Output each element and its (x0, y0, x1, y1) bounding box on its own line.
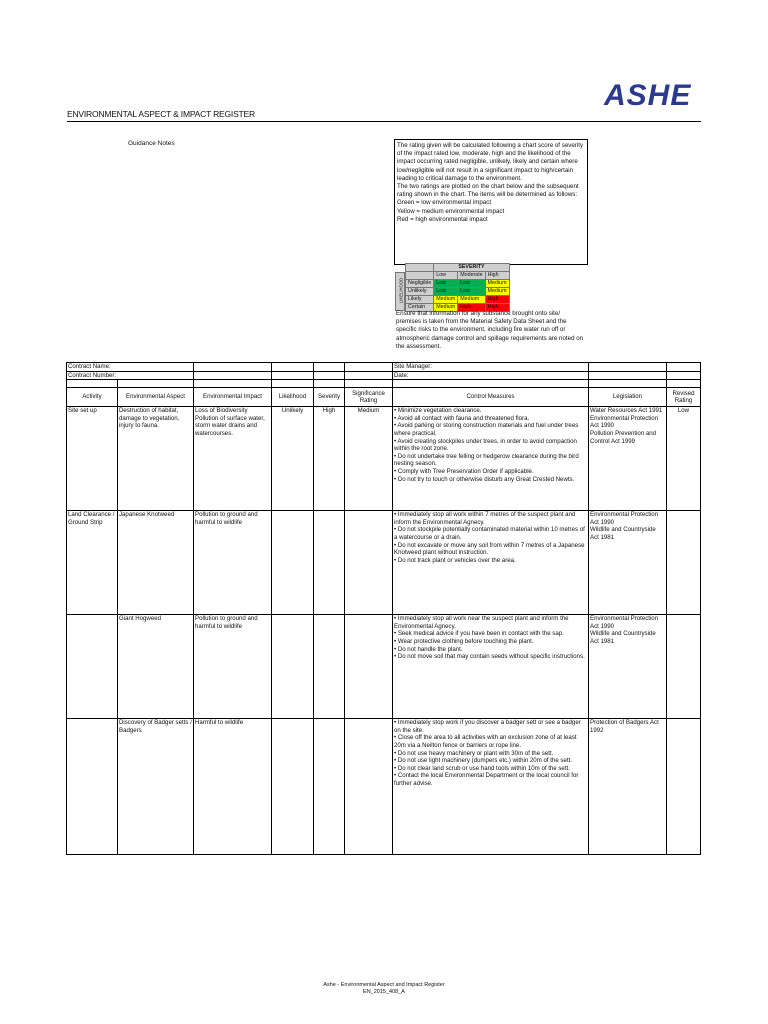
legislation-cell: Protection of Badgers Act 1992 (589, 719, 667, 855)
blank-cell (272, 363, 314, 372)
control-item: • Do not stockpile potentially contaminated material within 10 metres of a watercourse or a drain. (394, 526, 585, 541)
control-item: • Avoid all contact with fauna and threatened flora. (394, 414, 530, 422)
likelihood-axis (395, 272, 405, 311)
control-item: • Avoid parking or storing construction materials and fuel under trees where practical. (394, 422, 579, 437)
spacer-cell (67, 380, 118, 388)
matrix-cell: High (485, 304, 509, 312)
likelihood-label: LIKELIHOOD (398, 277, 404, 304)
revised-rating-cell (667, 615, 701, 719)
significance-cell (345, 511, 393, 615)
contract-name-value[interactable] (194, 363, 272, 372)
guidance-line: The rating given will be calculated following a chart score of severity of the impact rated low, moderate, high and the likelihood of the impact occurring rated negligible, unlikely, likely and certain where low/negligible will not result in a significant impact to high/certain leading to critical damage to the environment. (397, 142, 585, 182)
control-item: • Immediately stop work if you discover a badger sett or see a badger on the site. (394, 719, 581, 734)
blank-cell (589, 371, 667, 380)
spacer-cell (272, 380, 314, 388)
blank-cell (345, 371, 393, 380)
matrix-col-header: Low (434, 272, 458, 280)
likelihood-cell: Unlikely (272, 407, 314, 511)
risk-matrix-table (405, 263, 510, 312)
table-row (67, 511, 701, 615)
risk-matrix (395, 263, 529, 311)
matrix-corner (406, 264, 434, 272)
ashe-logo: ASHE (604, 79, 692, 112)
guidance-line-yellow: Yellow = medium environmental impact (397, 207, 505, 215)
guidance-line-red: Red = high environmental impact (397, 215, 488, 223)
matrix-row-header: Negligible (406, 280, 434, 288)
document-title: ENVIRONMENTAL ASPECT & IMPACT REGISTER (67, 109, 255, 119)
matrix-cell: High (485, 296, 509, 304)
matrix-cell: Medium (434, 296, 458, 304)
control-item: • Do not undertake tree felling or hedgerow clearance during the bird nesting season. (394, 452, 579, 468)
spacer-cell (118, 380, 194, 388)
blank-cell (272, 371, 314, 380)
site-manager-label: Site Manager: (393, 363, 589, 372)
matrix-cell: High (458, 304, 485, 312)
table-row (67, 719, 701, 855)
matrix-row-header: Certain (406, 304, 434, 312)
activity-cell (67, 615, 118, 719)
header-aspect: Environmental Aspect (118, 388, 194, 407)
significance-cell (345, 719, 393, 855)
legislation-cell: Environmental Protection Act 1990 Wildlife and Countryside Act 1981 (589, 511, 667, 615)
header-impact: Environmental Impact (194, 388, 272, 407)
matrix-cell: Low (458, 288, 485, 296)
control-measures-cell (393, 719, 589, 855)
control-item: • Contact the local Environmental Department or the local council for further advise. (394, 772, 579, 787)
matrix-cell: Low (434, 280, 458, 288)
footer-title: Ashe - Environmental Aspect and Impact Register (323, 982, 445, 988)
severity-label: SEVERITY (434, 264, 509, 272)
control-measures-cell (393, 511, 589, 615)
spacer-cell (345, 380, 393, 388)
matrix-col-header: High (485, 272, 509, 280)
control-item: • Do not track plant or vehicles over the area. (394, 556, 516, 564)
control-item: • Do not excavate or move any soil from within 7 metres of a Japanese Knotweed plant without instruction. (394, 541, 585, 557)
control-item: • Seek medical advice if you have been in contact with the sap. (394, 630, 564, 638)
control-item: • Comply with Tree Preservation Order if applicable. (394, 467, 534, 475)
guidance-line: The two ratings are plotted on the chart below and the subsequent rating shown in the chart. The items will be determined as follows: (397, 183, 581, 199)
likelihood-cell (272, 615, 314, 719)
impact-cell: Pollution to ground and harmful to wildlife (194, 615, 272, 719)
impact-cell: Harmful to wildlife (194, 719, 272, 855)
spacer-cell (194, 380, 272, 388)
header-legislation: Legislation (589, 388, 667, 407)
contract-number-value[interactable] (194, 371, 272, 380)
blank-cell (345, 363, 393, 372)
control-item: • Close off the area to all activities with an exclusion zone of at least 20m via a Neilton fence or barriers or rope line. (394, 734, 577, 749)
blank-cell (589, 363, 667, 372)
table-row (67, 615, 701, 719)
spacer-cell (667, 380, 701, 388)
matrix-cell: Low (458, 280, 485, 288)
matrix-cell: Low (434, 288, 458, 296)
table-row (67, 407, 701, 511)
revised-rating-cell (667, 511, 701, 615)
severity-cell (314, 615, 345, 719)
title-divider (67, 121, 701, 122)
activity-cell: Site set up (67, 407, 118, 511)
revised-rating-cell: Low (667, 407, 701, 511)
matrix-col-header: Moderate (458, 272, 485, 280)
guidance-notes-box (394, 139, 588, 265)
severity-cell (314, 719, 345, 855)
severity-cell: High (314, 407, 345, 511)
aspect-cell: Japanese Knotweed (118, 511, 194, 615)
matrix-cell: Medium (485, 280, 509, 288)
matrix-cell: Medium (485, 288, 509, 296)
control-item: • Do not use heavy machinery or plant with 30m of the sett. (394, 749, 554, 757)
spacer-cell (314, 380, 345, 388)
severity-cell (314, 511, 345, 615)
matrix-row-header: Unlikely (406, 288, 434, 296)
activity-cell (67, 719, 118, 855)
significance-cell: Medium (345, 407, 393, 511)
likelihood-cell (272, 511, 314, 615)
header-revised-rating: Revised Rating (667, 388, 701, 407)
aspect-cell: Destruction of habitat, damage to vegetation, injury to fauna. (118, 407, 194, 511)
control-measures-cell (393, 407, 589, 511)
legislation-cell: Water Resources Act 1991 Environmental Protection Act 1990 Pollution Prevention and Control Act 1999 (589, 407, 667, 511)
date-label: Date: (393, 371, 589, 380)
control-item: • Wear protective clothing before touching the plant. (394, 637, 534, 645)
register-table (66, 362, 701, 855)
header-significance: Significance Rating (345, 388, 393, 407)
revised-rating-cell (667, 719, 701, 855)
page-footer (0, 982, 768, 996)
control-item: • Avoid creating stockpiles under trees, in order to avoid compaction within the root zone. (394, 437, 577, 453)
header-control-measures: Control Measures (393, 388, 589, 407)
blank-cell (314, 363, 345, 372)
significance-cell (345, 615, 393, 719)
activity-cell: Land Clearance / Ground Strip (67, 511, 118, 615)
header-severity: Severity (314, 388, 345, 407)
control-item: • Do not handle the plant. (394, 645, 463, 653)
msds-note: Ensure that information for any substance brought onto site/ premises is taken from the Material Safety Data Sheet and the specific risks to the environment, including fire water run off or atmospheric damage control and spillage requirements are noted on the assessment. (396, 310, 584, 350)
guidance-line-green: Green = low environmental impact (397, 199, 492, 207)
aspect-cell: Giant Hogweed (118, 615, 194, 719)
control-measures-cell (393, 615, 589, 719)
contract-number-label: Contract Number: (67, 371, 194, 380)
control-item: • Immediately stop all work near the suspect plant and inform the Environmental Agnecy. (394, 615, 569, 630)
control-item: • Do not use light machinery (dumpers etc.) within 20m of the sett. (394, 757, 572, 765)
header-likelihood: Likelihood (272, 388, 314, 407)
control-item: • Do not try to touch or otherwise disturb any Great Crested Newts. (394, 475, 575, 483)
impact-cell: Loss of Biodiversity Pollution of surface water, storm water drains and watercourses. (194, 407, 272, 511)
likelihood-cell (272, 719, 314, 855)
footer-document-code: EN_2015_408_A (363, 989, 405, 995)
control-item: • Minimize vegetation clearance. (394, 407, 482, 415)
matrix-corner (406, 272, 434, 280)
matrix-row-header: Likely (406, 296, 434, 304)
spacer-cell (589, 380, 667, 388)
guidance-notes-label: Guidance Notes (128, 140, 175, 147)
matrix-cell: Medium (434, 304, 458, 312)
blank-cell (314, 371, 345, 380)
legislation-cell: Environmental Protection Act 1990 Wildlife and Countryside Act 1981 (589, 615, 667, 719)
blank-cell (667, 363, 701, 372)
blank-cell (667, 371, 701, 380)
control-item: • Do not clear land scrub or use hand tools within 10m of the sett. (394, 764, 570, 772)
control-item: • Immediately stop all work within 7 metres of the suspect plant and inform the Environmental Agnecy. (394, 511, 576, 526)
contract-name-label: Contract Name: (67, 363, 194, 372)
spacer-cell (393, 380, 589, 388)
control-item: • Do not move soil that may contain seeds without specific instructions. (394, 653, 585, 661)
matrix-cell: Medium (458, 296, 485, 304)
header-activity: Activity (67, 388, 118, 407)
aspect-cell: Discovery of Badger setts / Badgers (118, 719, 194, 855)
impact-cell: Pollution to ground and harmful to wildlife (194, 511, 272, 615)
